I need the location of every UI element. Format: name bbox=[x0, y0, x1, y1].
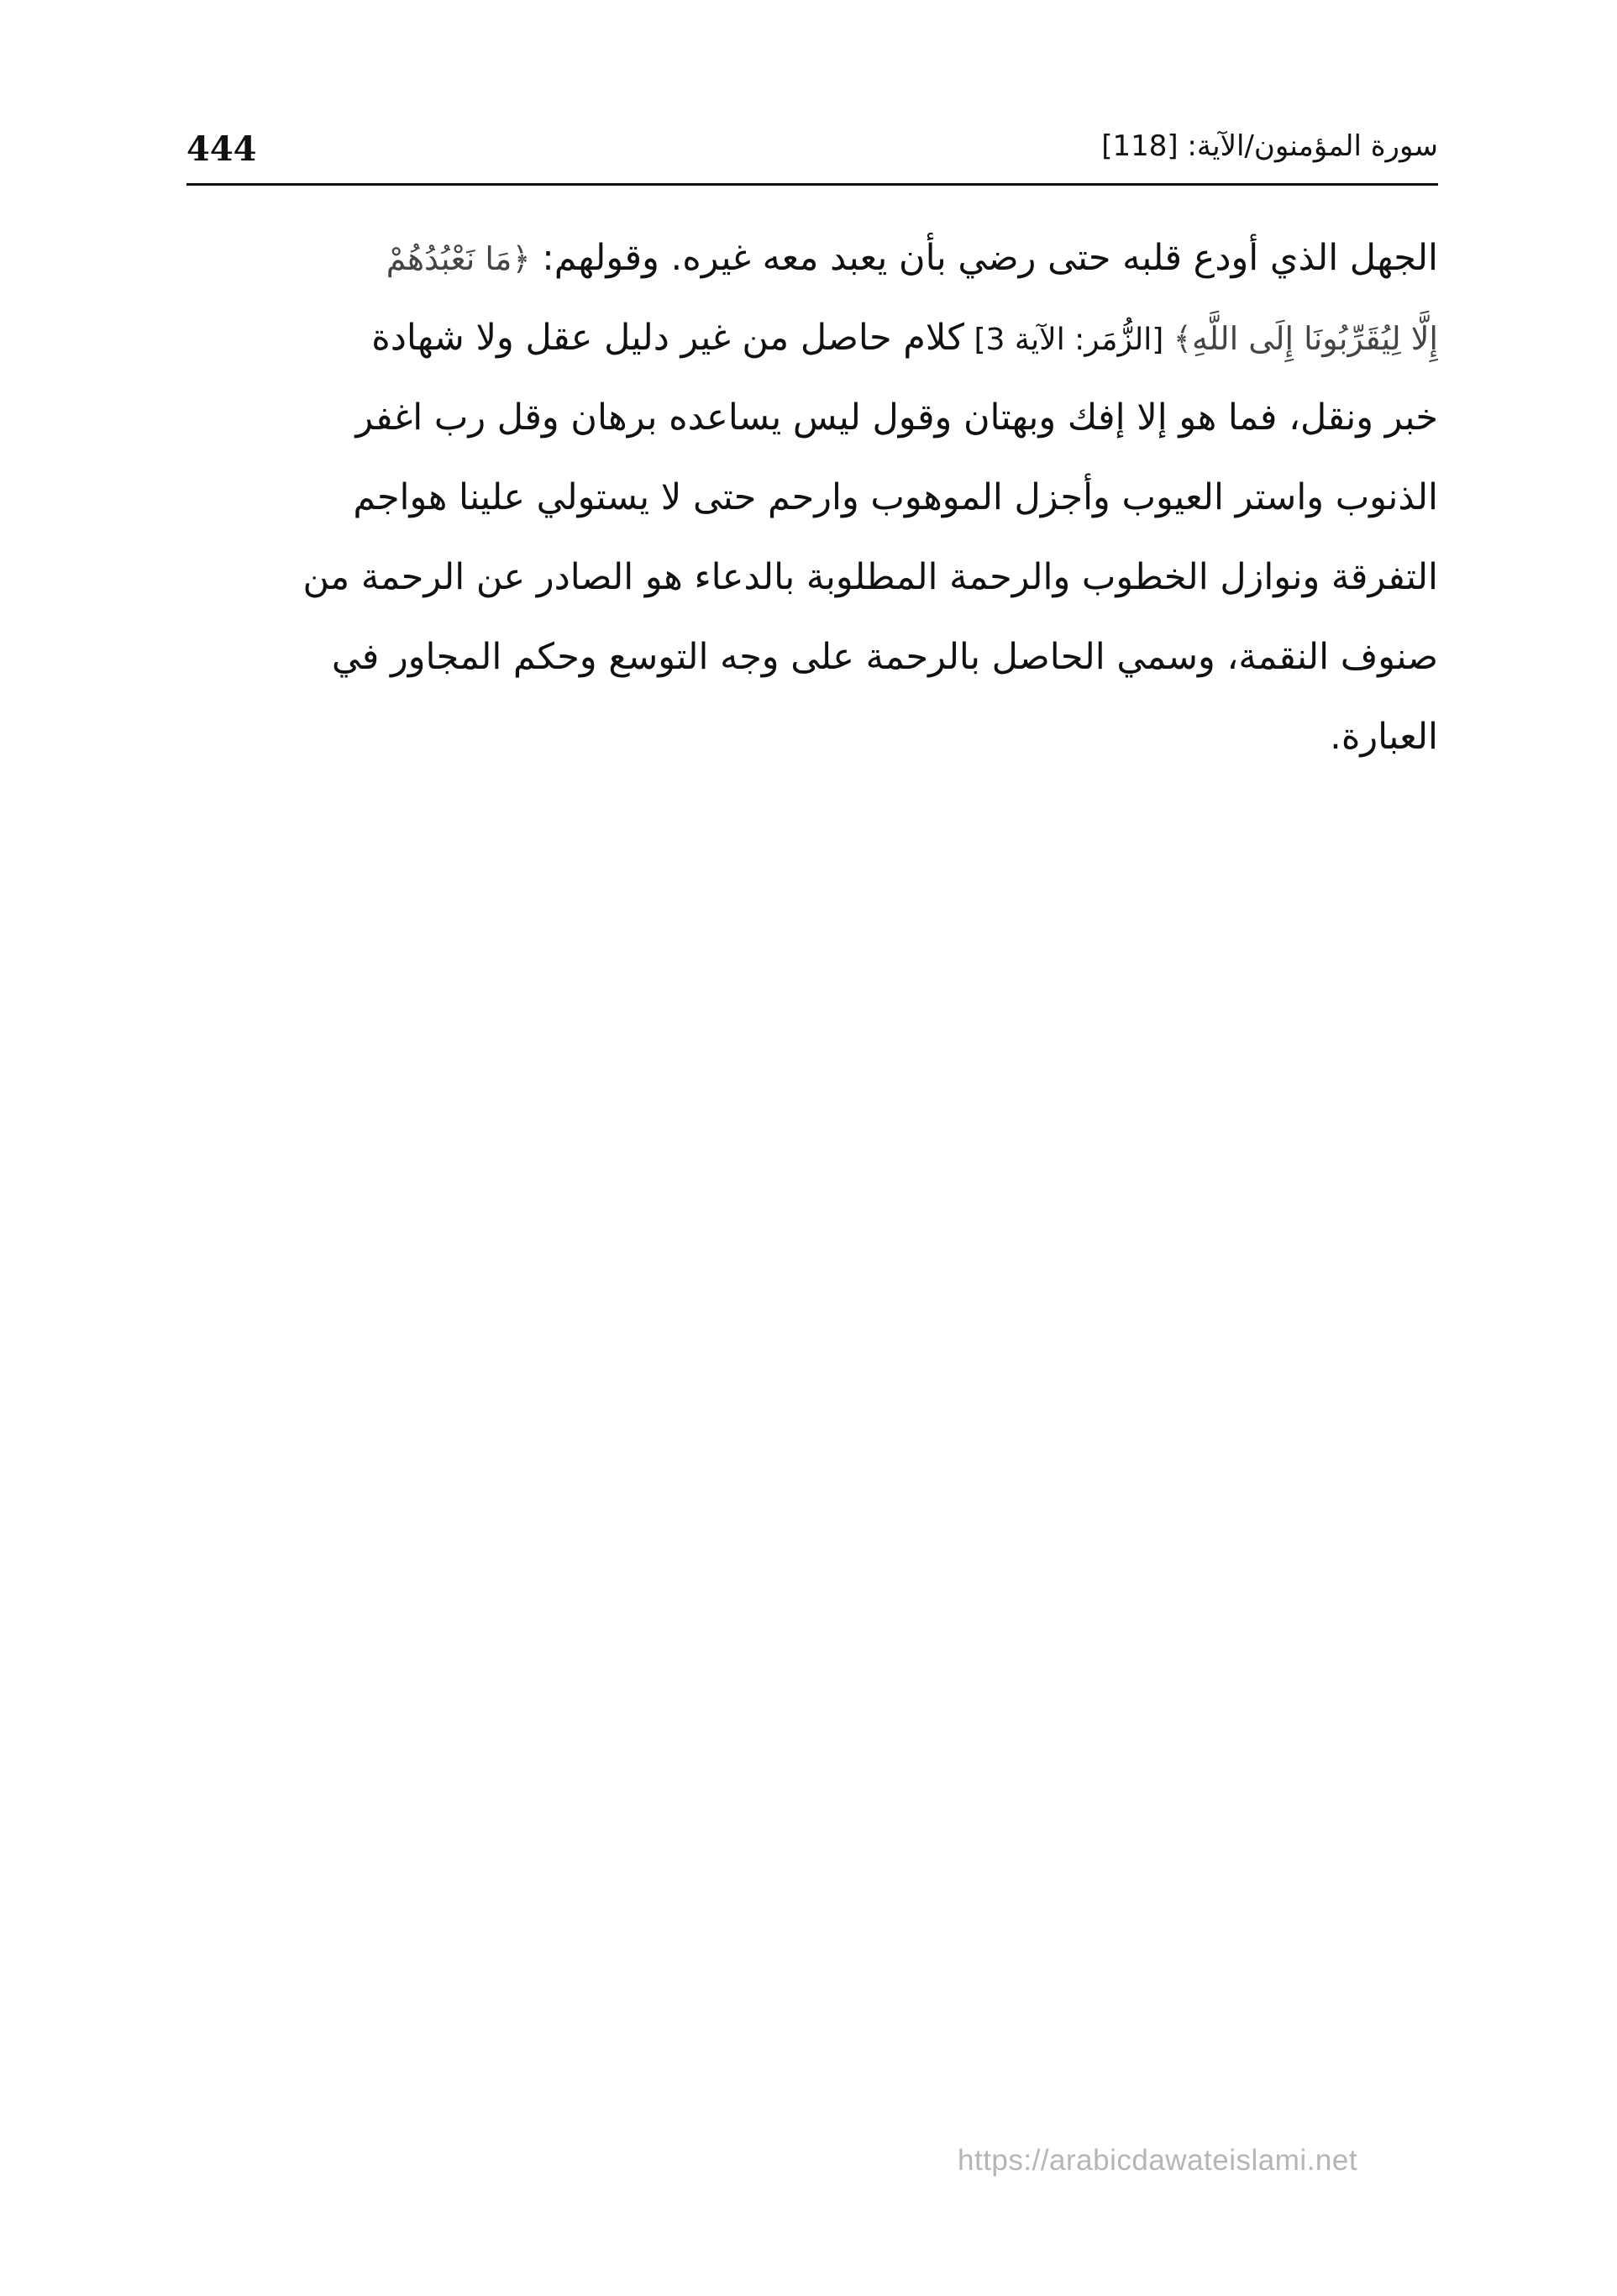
line-1-text: الجهل الذي أودع قلبه حتى رضي بأن يعبد معه غيره. وقولهم: bbox=[530, 237, 1438, 279]
text-line-7: العبارة. bbox=[1330, 716, 1438, 758]
text-line-5: التفرقة ونوازل الخطوب والرحمة المطلوبة بالدعاء هو الصادر عن الرحمة من bbox=[302, 556, 1438, 598]
running-title: سورة المؤمنون/الآية: [118] bbox=[1101, 129, 1438, 163]
verse-citation: [الزُّمَر: الآية 3] bbox=[964, 323, 1173, 357]
quran-quote-end: إِلَّا لِيُقَرِّبُونَا إِلَى اللَّهِ﴾ bbox=[1173, 320, 1438, 357]
text-line-2 bbox=[186, 298, 1438, 378]
page-header bbox=[186, 126, 1438, 193]
text-line-6: صنوف النقمة، وسمي الحاصل بالرحمة على وجه التوسع وحكم المجاور في bbox=[331, 636, 1438, 678]
watermark-url: https://arabicdawateislami.net bbox=[958, 2144, 1358, 2177]
body-paragraph bbox=[186, 218, 1438, 777]
text-line-1 bbox=[186, 218, 1438, 298]
text-line-4: الذنوب واستر العيوب وأجزل الموهوب وارحم حتى لا يستولي علينا هواجم bbox=[353, 476, 1438, 518]
page-number: 444 bbox=[186, 129, 257, 169]
header-rule bbox=[186, 183, 1438, 186]
line-2-text: كلام حاصل من غير دليل عقل ولا شهادة bbox=[371, 317, 965, 359]
text-line-3: خبر ونقل، فما هو إلا إفك وبهتان وقول ليس يساعده برهان وقل رب اغفر bbox=[355, 397, 1438, 439]
quran-quote-start: ﴿مَا نَعْبُدُهُمْ bbox=[386, 240, 531, 277]
